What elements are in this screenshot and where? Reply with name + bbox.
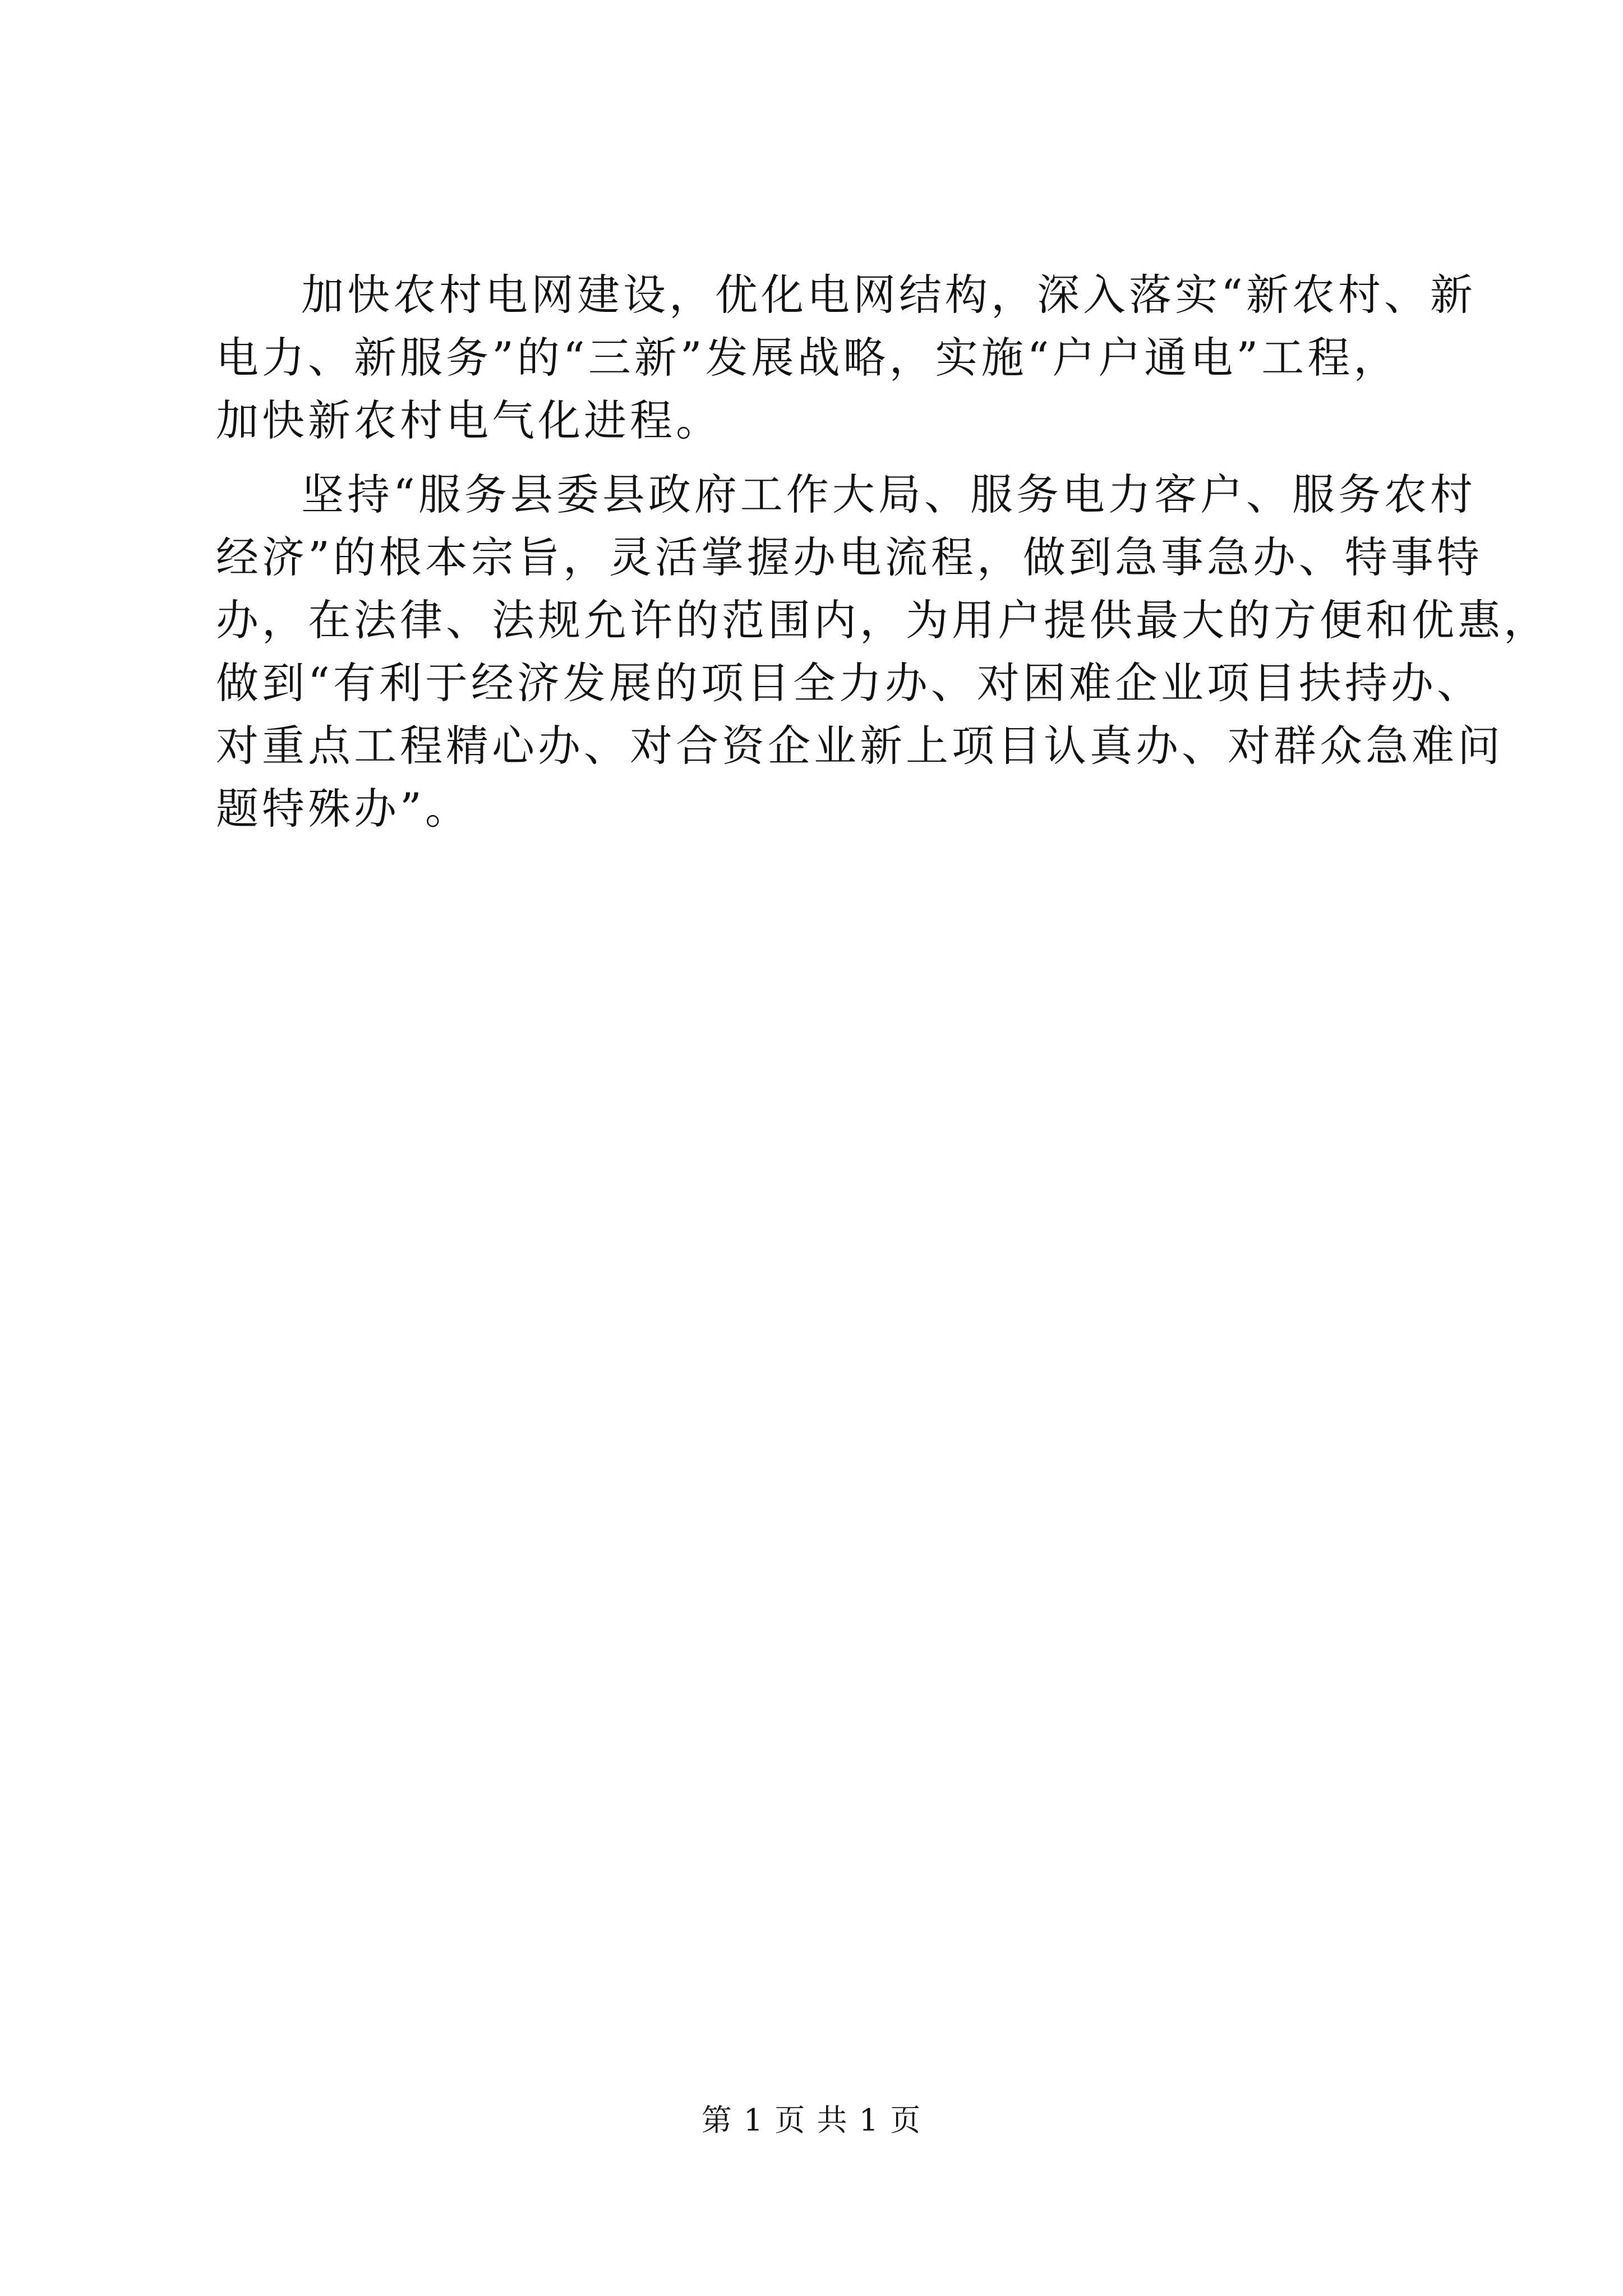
paragraph-line: 经济”的根本宗旨，灵活掌握办电流程，做到急事急办、特事特 [216,532,1483,582]
paragraph-spacer [216,452,1416,463]
document-body [216,264,1550,840]
paragraph-1 [216,264,1476,452]
paragraph-line: 加快农村电网建设，优化电网结构，深入落实“新农村、新 [301,270,1476,320]
paragraph-line: 题特殊办”。 [216,784,471,834]
paragraph-line: 做到“有利于经济发展的项目全力办、对困难企业项目扶持办、 [216,658,1483,708]
paragraph-line: 办，在法律、法规允许的范围内，为用户提供最大的方便和优惠， [216,595,1550,645]
paragraph-2 [216,463,1550,840]
page-footer: 第 1 页 共 1 页 [701,2102,922,2138]
paragraph-line: 对重点工程精心办、对合资企业新上项目认真办、对群众急难问 [216,721,1504,771]
paragraph-line: 电力、新服务”的“三新”发展战略，实施“户户通电”工程， [216,333,1400,383]
paragraph-line: 加快新农村电气化进程。 [216,395,722,445]
paragraph-line: 坚持“服务县委县政府工作大局、服务电力客户、服务农村 [301,470,1476,519]
